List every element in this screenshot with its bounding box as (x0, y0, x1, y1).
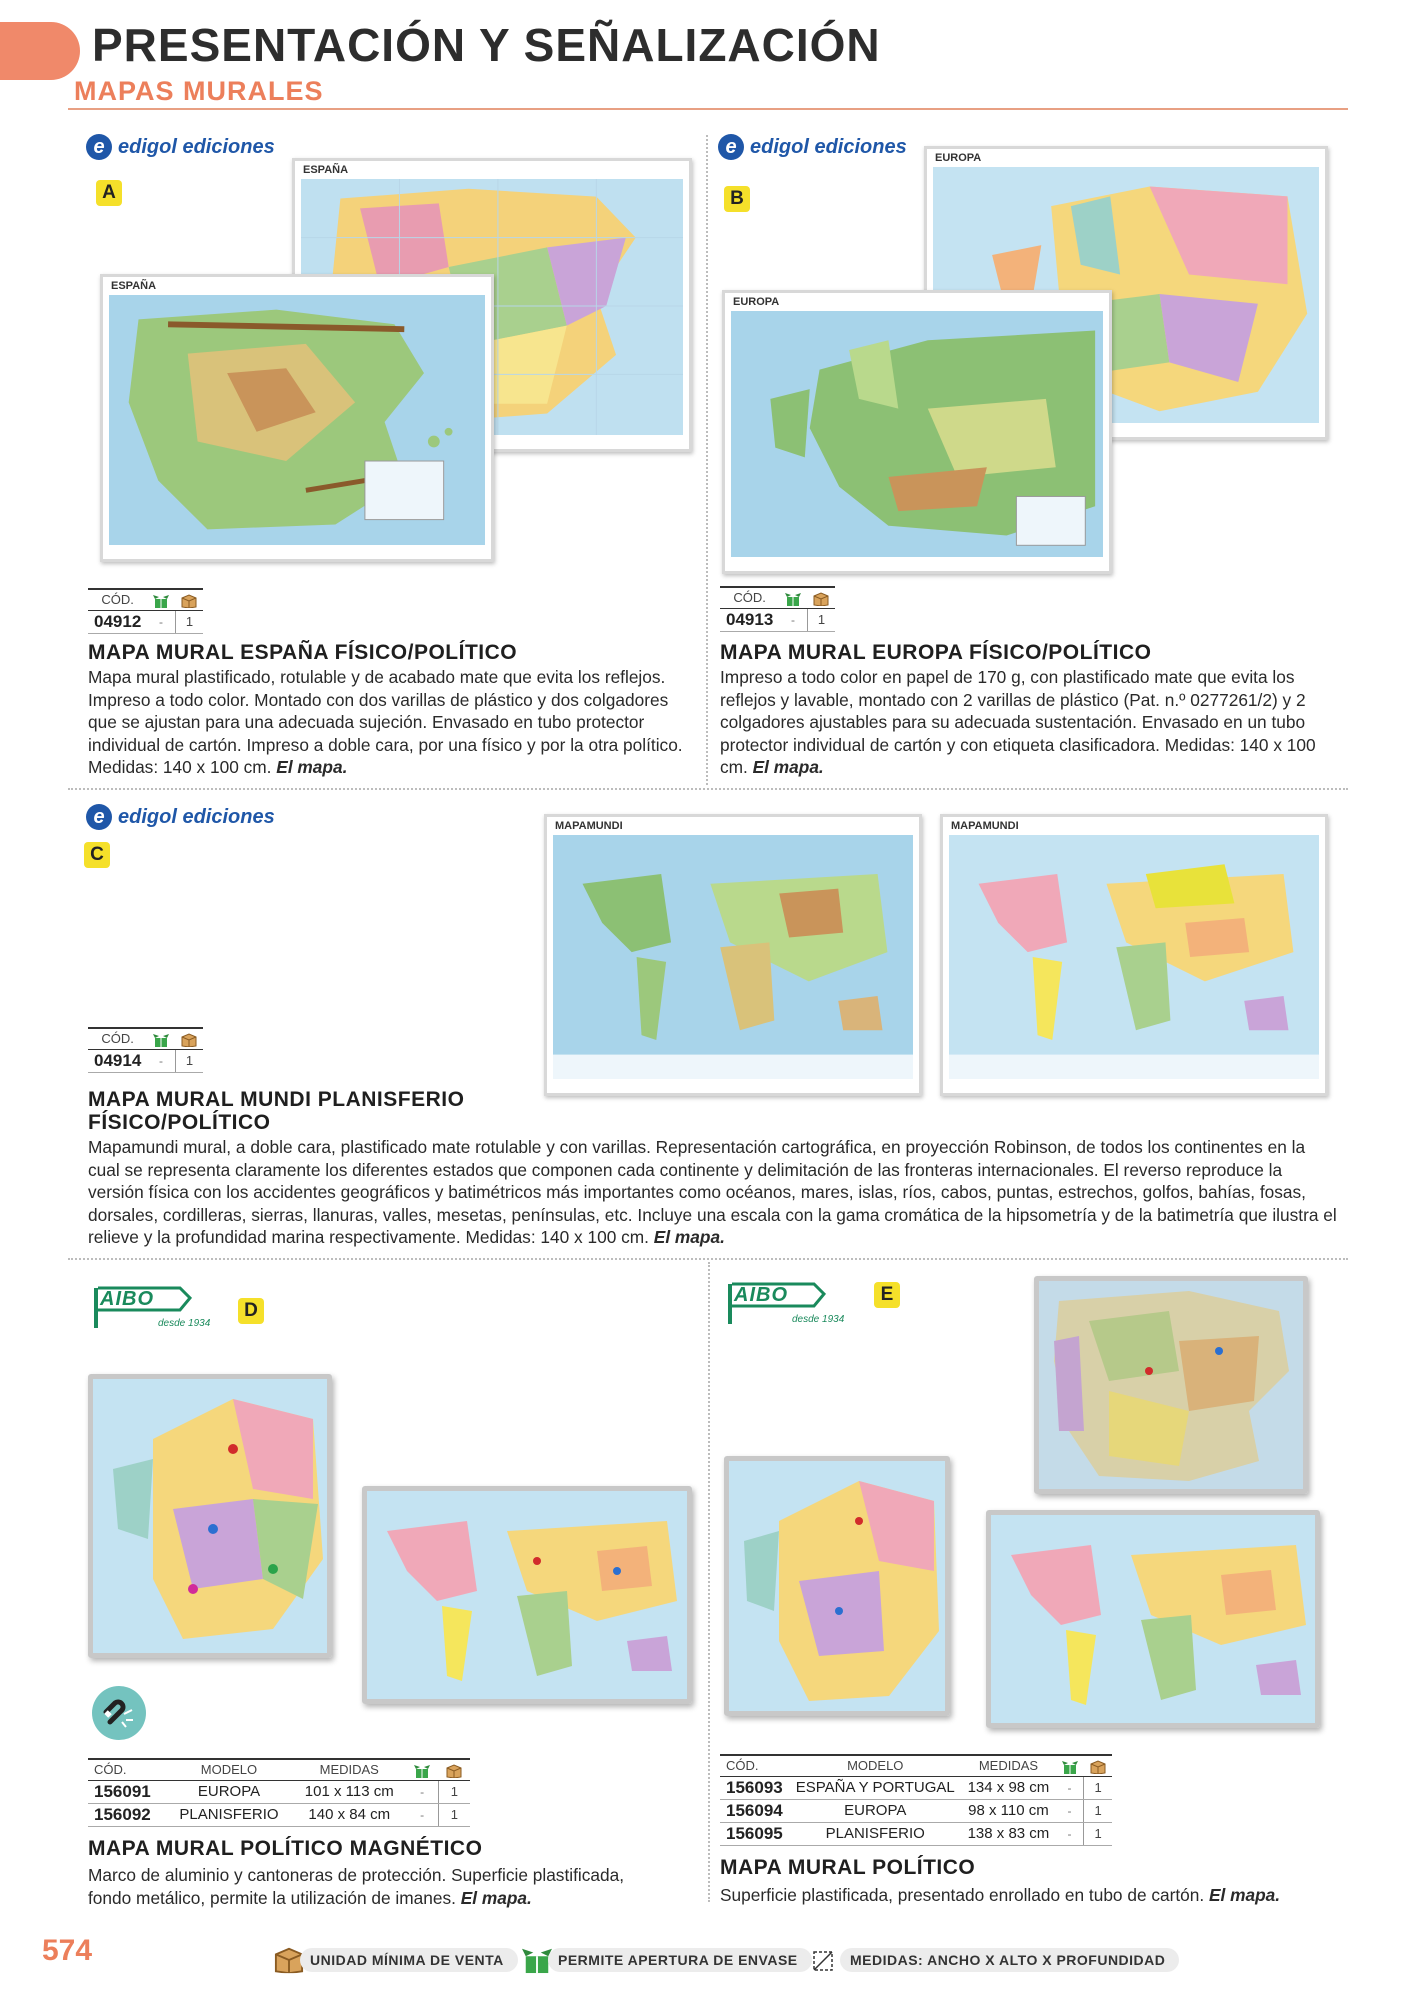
header-divider (68, 108, 1348, 110)
product-desc-d: Marco de aluminio y cantoneras de protección. Superficie plastificada, fondo metálico, permite la utilización de imanes. El mapa. (88, 1865, 625, 1908)
header-tab-accent (0, 22, 80, 80)
code-header: CÓD. (720, 587, 779, 608)
table-row: 156093 ESPAÑA Y PORTUGAL 134 x 98 cm - 1 (720, 1776, 1112, 1799)
code-header: CÓD. (88, 589, 147, 610)
map-europe-physical: EUROPA (722, 290, 1112, 574)
faibo-logo: AIBO desde 1934 (90, 1280, 200, 1336)
code-table-c (88, 1027, 203, 1073)
code-table-d (88, 1758, 470, 1827)
box-icon (175, 589, 203, 610)
product-letter-e: E (874, 1282, 900, 1308)
map-europe-political: EUROPA (924, 146, 1328, 440)
open-box-icon (147, 1028, 175, 1049)
table-row: 156094 EUROPA 98 x 110 cm - 1 (720, 1799, 1112, 1822)
code-table-e (720, 1754, 1112, 1846)
open-box-icon (1056, 1755, 1084, 1776)
world-political-map-image (949, 835, 1319, 1079)
map-spain-portugal (1034, 1276, 1308, 1494)
product-letter-a: A (96, 180, 122, 206)
product-letter-c: C (84, 842, 110, 868)
map-world-political: MAPAMUNDI (940, 814, 1328, 1096)
column-divider-top (706, 135, 708, 785)
section-divider-1 (68, 788, 1348, 790)
map-europe-e (724, 1456, 950, 1716)
legend-min-sale-unit: UNIDAD MÍNIMA DE VENTA (274, 1946, 518, 1974)
box-icon (1084, 1755, 1112, 1776)
unit-label: El mapa. (752, 757, 824, 778)
magnet-icon (92, 1686, 146, 1740)
map-world-e (986, 1510, 1320, 1728)
product-letter-d: D (238, 1298, 264, 1324)
page-title: PRESENTACIÓN Y SEÑALIZACIÓN (92, 19, 881, 71)
size-header: MEDIDAS (292, 1759, 406, 1780)
product-letter-b: B (724, 186, 750, 212)
map-world-magnetic (362, 1486, 692, 1704)
open-box-icon (406, 1759, 438, 1780)
page-number: 574 (42, 1934, 93, 1967)
map-world-physical: MAPAMUNDI (544, 814, 922, 1096)
unit-label: El mapa. (460, 1887, 532, 1908)
table-row: 156092 PLANISFERIO 140 x 84 cm - 1 (88, 1803, 470, 1826)
box-icon (175, 1028, 203, 1049)
table-row: 156095 PLANISFERIO 138 x 83 cm - 1 (720, 1822, 1112, 1845)
product-desc-a: Mapa mural plastificado, rotulable y de acabado mate que evita los reflejos. Impreso a todo color. Montado con dos varillas de plástico y dos colgadores que se ajustan para una adecuada sujeción. Envasado en tubo protector individual de cartón. Impreso a doble cara, por una físico y por la otra político. Medidas: 140 x 100 cm. El mapa. (88, 667, 683, 778)
code-header: CÓD. (88, 1028, 147, 1049)
code-table-a (88, 588, 203, 634)
size-header: MEDIDAS (961, 1755, 1055, 1776)
europe-e-map-image (729, 1461, 945, 1711)
europe-magnetic-map-image (93, 1379, 327, 1653)
product-title-e: MAPA MURAL POLÍTICO (720, 1856, 976, 1879)
table-row: 156091 EUROPA 101 x 113 cm - 1 (88, 1780, 470, 1803)
model-header: MODELO (789, 1755, 961, 1776)
section-divider-2 (68, 1258, 1348, 1260)
world-physical-map-image (553, 835, 913, 1079)
edigol-e-icon: e (86, 134, 112, 160)
unit-label: El mapa. (276, 757, 348, 778)
world-e-map-image (991, 1515, 1315, 1723)
product-title-a: MAPA MURAL ESPAÑA FÍSICO/POLÍTICO (88, 641, 518, 664)
edigol-e-icon: e (86, 804, 112, 830)
map-spain-physical: ESPAÑA (100, 274, 494, 562)
unit-label: El mapa. (1209, 1885, 1281, 1905)
open-box-icon (779, 587, 807, 608)
faibo-logo: AIBO desde 1934 (724, 1276, 834, 1332)
product-desc-c: Mapamundi mural, a doble cara, plastificado mate rotulable y con varillas. Representación cartográfica, en proyección Robinson, de todos los continentes en la cual se representa claramente los diferentes estados que componen cada continente y delimitación de las fronteras internacionales. El reverso reproduce la versión física con los accidentes geográficos y batimétricos más importantes como océanos, mares, islas, ríos, cabos, puntas, estrechos, golfos, bahías, fosas, dorsales, cordilleras, sierras, llanuras, valles, mesetas, penínsulas, etc. Incluye una escala con la gama cromática de la hipsometría y de la batimetría que ilustra el relieve y la profundidad marina respectivamente. Medidas: 140 x 100 cm. El mapa. (88, 1137, 1337, 1248)
page-subtitle: MAPAS MURALES (74, 76, 324, 106)
product-title-d: MAPA MURAL POLÍTICO MAGNÉTICO (88, 1837, 483, 1860)
column-divider-bottom (708, 1262, 710, 1902)
spain-portugal-map-image (1039, 1281, 1303, 1489)
dimensions-icon (810, 1946, 838, 1974)
open-box-icon (147, 589, 175, 610)
code-table-b (720, 586, 835, 632)
box-icon (438, 1759, 470, 1780)
map-spain-political: ESPAÑA (292, 158, 692, 452)
legend-open-pack: PERMITE APERTURA DE ENVASE (522, 1946, 812, 1974)
map-europe-magnetic (88, 1374, 332, 1658)
box-icon (807, 587, 835, 608)
product-desc-e: Superficie plastificada, presentado enrollado en tubo de cartón. El mapa. (720, 1885, 1281, 1905)
legend-dimensions: MEDIDAS: ANCHO X ALTO X PROFUNDIDAD (810, 1946, 1179, 1974)
edigol-logo: e edigol ediciones (86, 134, 275, 160)
code-header: CÓD. (88, 1759, 166, 1780)
product-desc-b: Impreso a todo color en papel de 170 g, con plastificado mate que evita los reflejos y lavable, montado con 2 varillas de plástico (Pat. n.º 0277261/2) y 2 colgadores ajustables para su adecuada sustentación. Envasado en un tubo protector individual de cartón y con etiqueta clasificadora. Medidas: 140 x 100 cm. El mapa. (720, 667, 1316, 778)
spain-physical-map-image (109, 295, 485, 545)
model-header: MODELO (166, 1759, 292, 1780)
edigol-logo: e edigol ediciones (86, 804, 275, 830)
table-row: 04914 - 1 (88, 1049, 203, 1072)
table-row: 04912 - 1 (88, 610, 203, 633)
product-title-c: MAPA MURAL MUNDI PLANISFERIO FÍSICO/POLÍTICO (88, 1088, 465, 1135)
europe-physical-map-image (731, 311, 1103, 557)
product-title-b: MAPA MURAL EUROPA FÍSICO/POLÍTICO (720, 641, 1152, 664)
code-header: CÓD. (720, 1755, 789, 1776)
edigol-logo: e edigol ediciones (718, 134, 907, 160)
edigol-e-icon: e (718, 134, 744, 160)
unit-label: El mapa. (653, 1227, 725, 1248)
table-row: 04913 - 1 (720, 608, 835, 631)
world-magnetic-map-image (367, 1491, 687, 1699)
